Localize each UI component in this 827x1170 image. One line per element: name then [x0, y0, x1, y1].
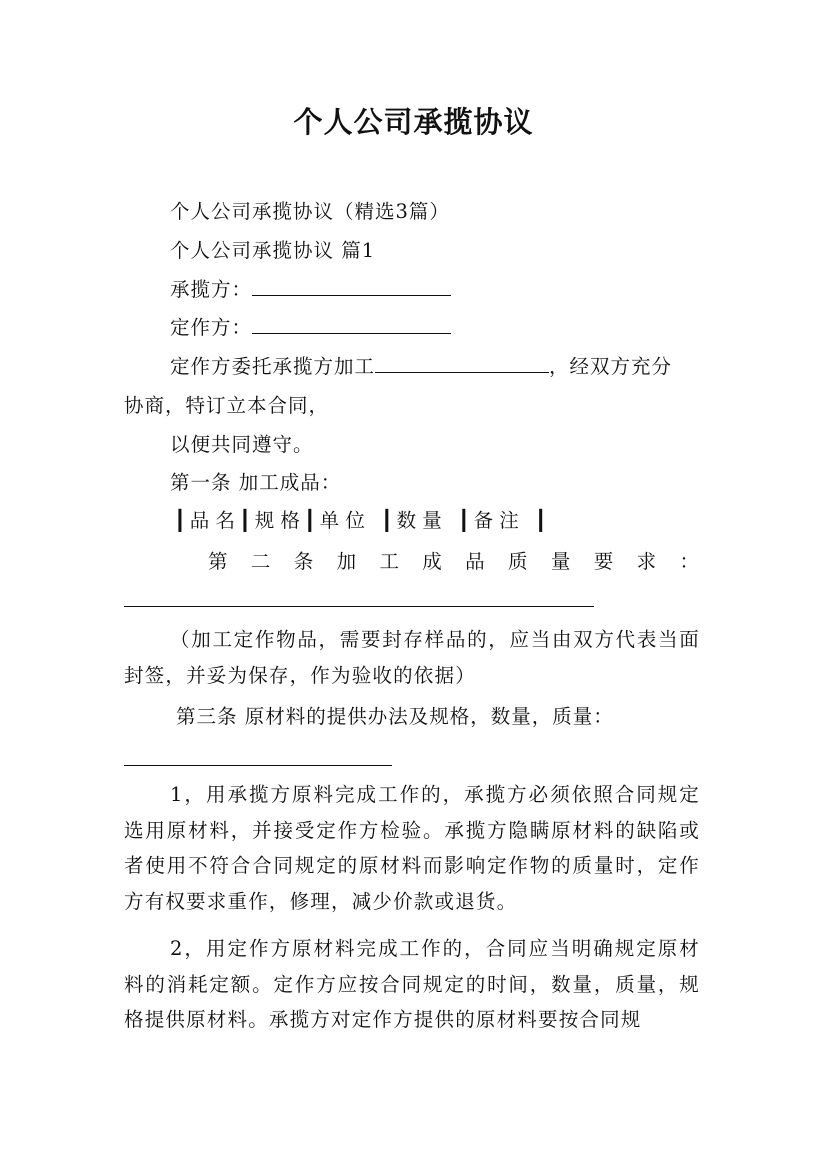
- article-2-char: 条: [293, 550, 314, 573]
- table-header-unit: 单 位: [319, 509, 365, 532]
- article-2-char: 二: [250, 550, 271, 573]
- orderer-blank: [252, 315, 451, 334]
- intro-line-1: [170, 352, 672, 382]
- intro-line-2: 协商，特订立本合同，: [124, 394, 330, 417]
- article-2-heading: [124, 547, 699, 577]
- article-2-char: 求: [636, 550, 657, 573]
- intro-line-3: 以便共同遵守。: [170, 433, 314, 456]
- document-subtitle: 个人公司承揽协议（精选3篇）: [170, 200, 450, 223]
- section-heading: 个人公司承揽协议 篇1: [170, 239, 376, 262]
- processing-item-blank: [375, 354, 549, 373]
- article-2-char: 要: [593, 550, 614, 573]
- article-2-char: ：: [679, 550, 699, 573]
- article-3-blank: [124, 765, 392, 766]
- orderer-line: [170, 313, 451, 343]
- table-header-spec: 规 格: [254, 509, 300, 532]
- contractor-blank: [252, 277, 451, 296]
- contractor-line: [170, 275, 451, 305]
- article-2-blank: [124, 606, 594, 607]
- table-header-quantity: 数 量: [396, 509, 442, 532]
- article-2-char: 量: [550, 550, 571, 573]
- article-3-heading: 第三条 原材料的提供办法及规格，数量，质量：: [176, 705, 614, 728]
- table-header-remarks: 备 注: [473, 509, 519, 532]
- intro-part2: ，经双方充分: [549, 355, 673, 378]
- table-header-name: 品 名: [189, 509, 235, 532]
- clause-2: 2，用定作方原材料完成工作的，合同应当明确规定原材料的消耗定额。定作方应按合同规定的时间，数量，质量，规格提供原材料。承揽方对定作方提供的原材料要按合同规: [124, 937, 700, 1031]
- table-divider: ┃: [457, 509, 470, 532]
- intro-part1: 定作方委托承揽方加工: [170, 355, 376, 378]
- article-2-char: 品: [465, 550, 485, 573]
- article-2-note: （加工定作物品，需要封存样品的，应当由双方代表当面封签，并妥为保存，作为验收的依据）: [124, 628, 700, 687]
- article-2-char: 加: [336, 550, 357, 573]
- article-1-heading: 第一条 加工成品：: [170, 471, 342, 494]
- article-2-char: 质: [508, 550, 528, 573]
- product-table-header: [170, 506, 551, 536]
- article-2-char: 第: [208, 550, 228, 573]
- clause-1: 1，用承揽方原料完成工作的，承揽方必须依照合同规定选用原材料，并接受定作方检验。承揽方隐瞒原材料的缺陷或者使用不符合合同规定的原材料而影响定作物的质量时，定作方有权要求重作，修理，减少价款或退货。: [124, 783, 700, 913]
- article-2-char: 工: [379, 550, 399, 573]
- table-divider: ┃: [238, 509, 251, 532]
- document-title: 个人公司承揽协议: [293, 105, 534, 139]
- table-divider: ┃: [534, 509, 547, 532]
- orderer-label: 定作方：: [170, 316, 253, 339]
- article-2-char: 成: [422, 550, 442, 573]
- table-divider: ┃: [303, 509, 316, 532]
- table-divider: ┃: [380, 509, 393, 532]
- contractor-label: 承揽方：: [170, 278, 253, 301]
- table-divider: ┃: [174, 509, 186, 532]
